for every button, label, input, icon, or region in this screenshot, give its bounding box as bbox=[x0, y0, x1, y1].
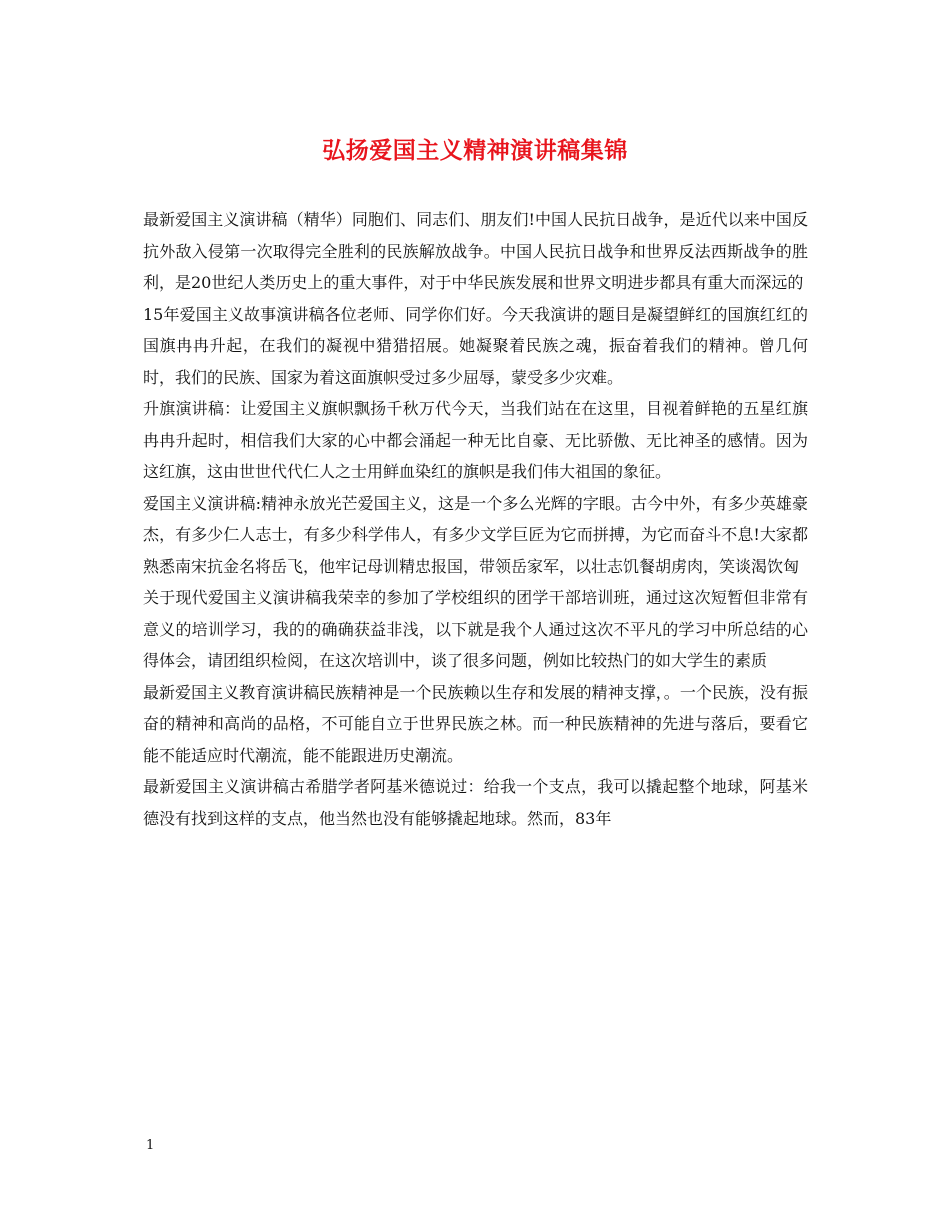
paragraph: 关于现代爱国主义演讲稿我荣幸的参加了学校组织的团学干部培训班，通过这次短暂但非常有意义的培训学习，我的的确确获益非浅，以下就是我个人通过这次不平凡的学习中所总结的心得体会，请团组织检阅，在这次培训中，谈了很多问题，例如比较热门的如大学生的素质 bbox=[143, 588, 808, 670]
paragraph: 最新爱国主义演讲稿古希腊学者阿基米德说过：给我一个支点，我可以撬起整个地球，阿基米德没有找到这样的支点，他当然也没有能够撬起地球。然而，83年 bbox=[143, 777, 808, 828]
paragraph: 最新爱国主义教育演讲稿民族精神是一个民族赖以生存和发展的精神支撑，。一个民族，没有振奋的精神和高尚的品格，不可能自立于世界民族之林。而一种民族精神的先进与落后，要看它能不能适应时代潮流，能不能跟进历史潮流。 bbox=[143, 682, 808, 765]
paragraph: 15年爱国主义故事演讲稿各位老师、同学你们好。今天我演讲的题目是凝望鲜红的国旗红红的国旗冉冉升起，在我们的凝视中猎猎招展。她凝聚着民族之魂，振奋着我们的精神。曾几何时，我们的民族、国家为着这面旗帜受过多少屈辱，蒙受多少灾难。 bbox=[143, 304, 808, 387]
document-title: 弘扬爱国主义精神演讲稿集锦 bbox=[322, 137, 628, 164]
paragraph: 最新爱国主义演讲稿（精华）同胞们、同志们、朋友们!中国人民抗日战争，是近代以来中国反抗外敌入侵第一次取得完全胜利的民族解放战争。中国人民抗日战争和世界反法西斯战争的胜利，是20世纪人类历史上的重大事件，对于中华民族发展和世界文明进步都具有重大而深远的 bbox=[143, 210, 808, 292]
paragraph: 升旗演讲稿：让爱国主义旗帜飘扬千秋万代今天，当我们站在在这里，目视着鲜艳的五星红旗冉冉升起时，相信我们大家的心中都会涌起一种无比自豪、无比骄傲、无比神圣的感情。因为这红旗，这由世世代代仁人之士用鲜血染红的旗帜是我们伟大祖国的象征。 bbox=[143, 399, 808, 481]
document-body bbox=[143, 204, 808, 834]
paragraph: 爱国主义演讲稿:精神永放光芒爱国主义，这是一个多么光辉的字眼。古今中外，有多少英雄豪杰，有多少仁人志士，有多少科学伟人，有多少文学巨匠为它而拼搏，为它而奋斗不息!大家都熟悉南宋抗金名将岳飞，他牢记母训精忠报国，带领岳家军，以壮志饥餐胡虏肉，笑谈渴饮匈 bbox=[143, 493, 808, 576]
page-number: 1 bbox=[146, 1138, 155, 1153]
